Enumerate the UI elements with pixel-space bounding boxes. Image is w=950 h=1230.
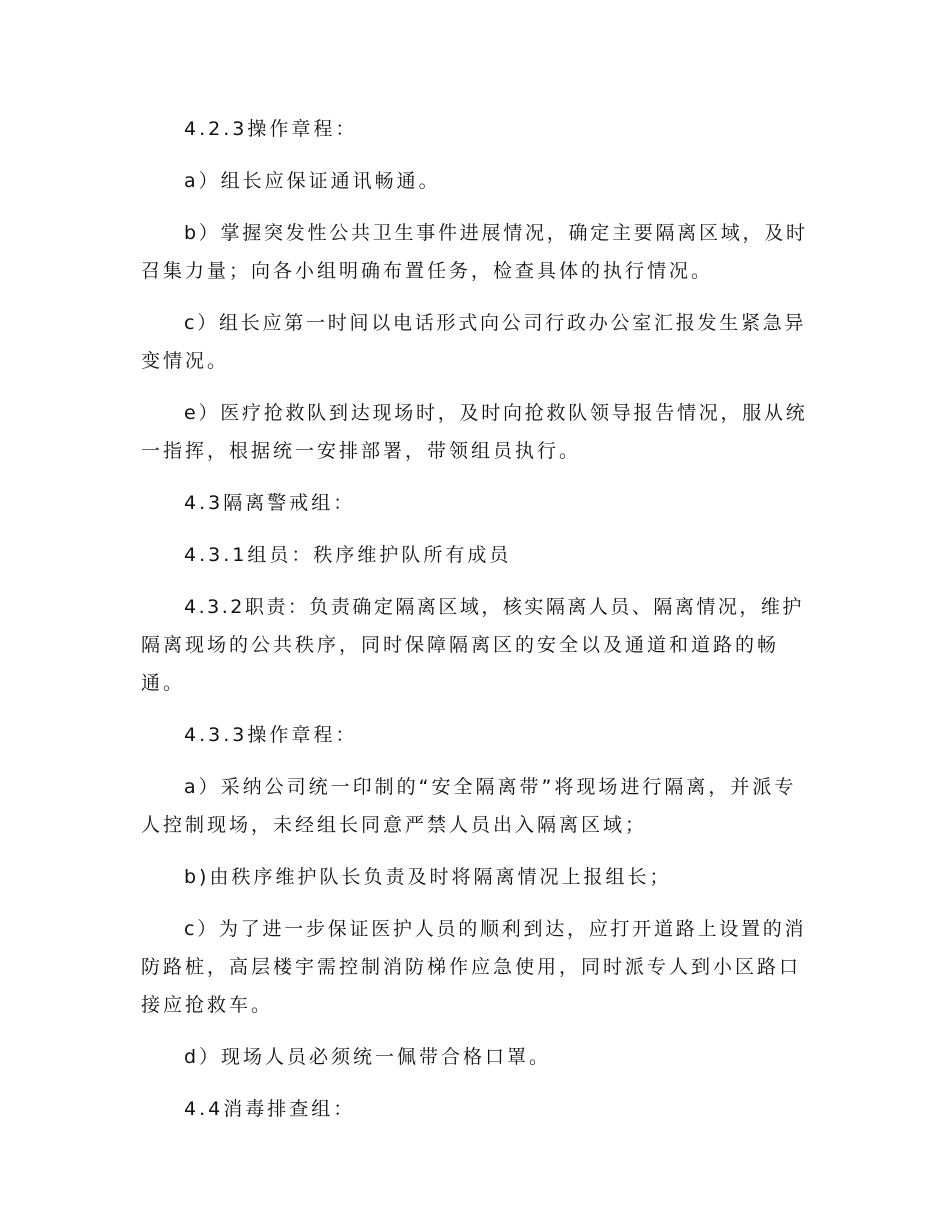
paragraph-line: e）医疗抢救队到达现场时，及时向抢救队领导报告情况，服从统 <box>184 402 808 424</box>
paragraph-line: a）采纳公司统一印制的“安全隔离带”将现场进行隔离，并派专 <box>184 776 797 798</box>
paragraph-line: 一指挥，根据统一安排部署，带领组员执行。 <box>141 440 582 462</box>
paragraph-line: d）现场人员必须统一佩带合格口罩。 <box>184 1046 552 1068</box>
heading-4-4: 4.4消毒排查组： <box>184 1098 356 1120</box>
paragraph-line: 通。 <box>141 672 186 694</box>
heading-4-3-3: 4.3.3操作章程： <box>184 724 358 746</box>
paragraph-line: 防路桩，高层楼宇需控制消防梯作应急使用，同时派专人到小区路口 <box>141 956 802 978</box>
paragraph-line: 4.3.1组员：秩序维护队所有成员 <box>184 544 512 566</box>
paragraph-line: 4.3.2职责：负责确定隔离区域，核实隔离人员、隔离情况，维护 <box>184 596 804 618</box>
paragraph-line: 接应抢救车。 <box>141 994 274 1016</box>
heading-4-3: 4.3隔离警戒组： <box>184 492 356 514</box>
paragraph-line: b)由秩序维护队长负责及时将隔离情况上报组长； <box>184 866 672 888</box>
paragraph-line: c）为了进一步保证医护人员的顺利到达，应打开道路上设置的消 <box>184 918 807 940</box>
paragraph-line: 隔离现场的公共秩序，同时保障隔离区的安全以及通道和道路的畅 <box>141 634 780 656</box>
paragraph-line: c）组长应第一时间以电话形式向公司行政办公室汇报发生紧急异 <box>184 312 807 334</box>
heading-4-2-3: 4.2.3操作章程： <box>184 118 358 140</box>
paragraph-line: 变情况。 <box>141 350 230 372</box>
paragraph-line: b）掌握突发性公共卫生事件进展情况，确定主要隔离区域，及时 <box>184 222 808 244</box>
paragraph-line: a）组长应保证通讯畅通。 <box>184 170 441 192</box>
paragraph-line: 人控制现场，未经组长同意严禁人员出入隔离区域； <box>141 814 648 836</box>
paragraph-line: 召集力量；向各小组明确布置任务，检查具体的执行情况。 <box>141 260 714 282</box>
